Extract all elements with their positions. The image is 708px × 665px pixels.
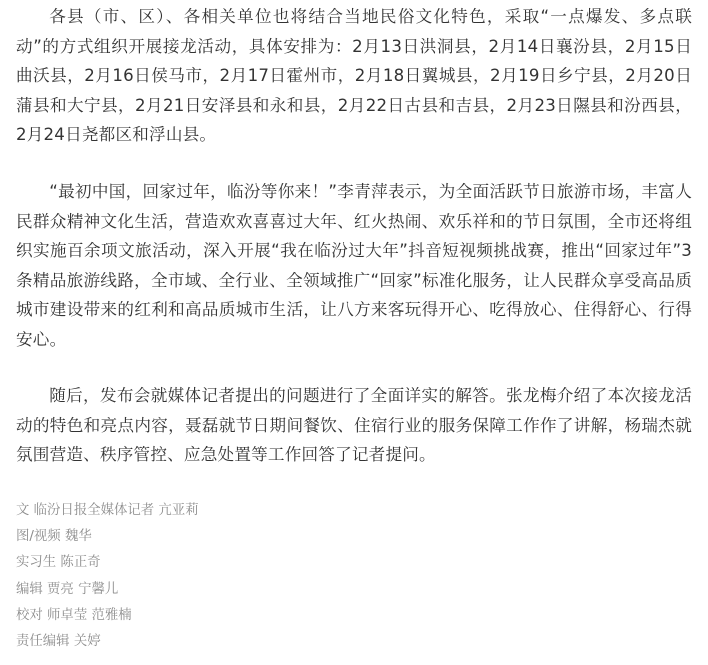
credit-reporter: 文 临汾日报全媒体记者 亢亚莉 [16,503,199,518]
credit-intern: 实习生 陈正奇 [16,555,101,571]
paragraph-schedule: 各县（市、区）、各相关单位也将结合当地民俗文化特色，采取“一点爆发、多点联动”的方式组织开展接龙活动，具体安排为：2月13日洪洞县，2月14日襄汾县，2月15日曲沃县，2月16日侯马市，2月17日霍州市，2月18日翼城县，2月19日乡宁县，2月20日蒲县和大宁县，2月21日安泽县和永和县，2月22日古县和吉县，2月23日隰县和汾西县，2月24日尧都区和浮山县。 [16,7,692,144]
credit-chief-editor: 责任编辑 关婷 [16,634,101,650]
credit-photo-video: 图/视频 魏华 [16,529,92,545]
paragraph-activities: “最初中国，回家过年，临汾等你来！”李青萍表示，为全面活跃节日旅游市场，丰富人民群众精神文化生活，营造欢欢喜喜过大年、红火热闹、欢乐祥和的节日氛围，全市还将组织实施百余项文旅活动，深入开展“我在临汾过大年”抖音短视频挑战赛，推出“回家过年”3条精品旅游线路，全市域、全行业、全领域推广“回家”标准化服务，让人民群众享受高品质城市建设带来的红利和高品质城市生活，让八方来客玩得开心、吃得放心、住得舒心、行得安心。 [16,182,692,349]
credit-proofreader: 校对 师卓莹 范雅楠 [16,607,132,623]
credit-editor: 编辑 贾亮 宁馨儿 [16,581,119,597]
paragraph-qa: 随后，发布会就媒体记者提出的问题进行了全面详实的解答。张龙梅介绍了本次接龙活动的特色和亮点内容，聂磊就节日期间餐饮、住宿行业的服务保障工作作了讲解，杨瑞杰就氛围营造、秩序管控、应急处置等工作回答了记者提问。 [16,386,692,464]
credits-block [16,498,199,655]
